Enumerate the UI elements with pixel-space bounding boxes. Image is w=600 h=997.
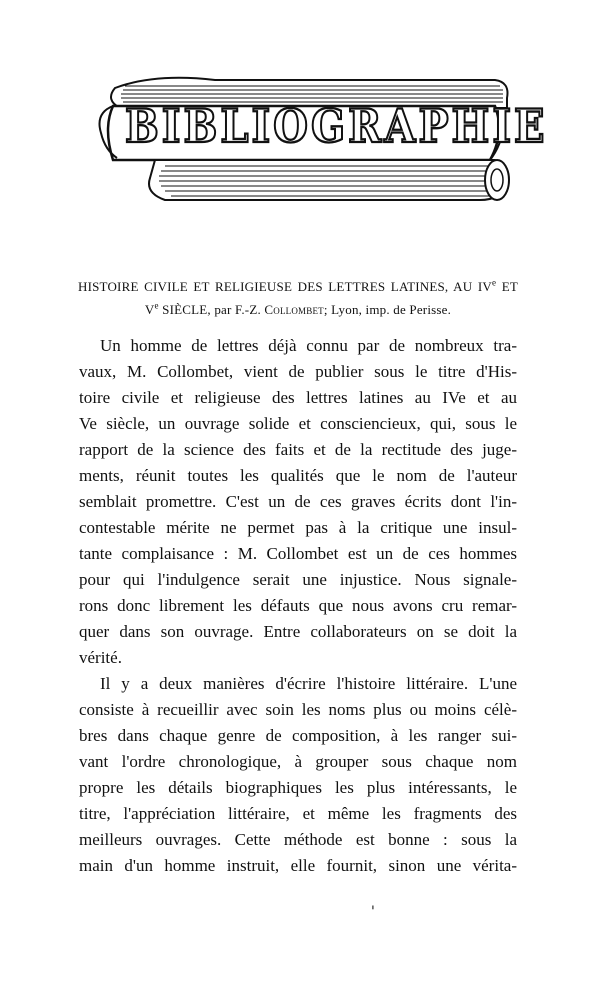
body-line: propre les détails biographiques les plus intéressants, le <box>79 778 517 797</box>
article-heading-line-2 <box>78 298 518 321</box>
body-line: Il y a deux manières d'écrire l'histoire littéraire. L'une <box>100 674 517 693</box>
body-line: titre, l'appréciation littéraire, et même les fragments des <box>79 804 517 823</box>
heading-text: ET <box>496 279 519 294</box>
body-line: quer dans son ouvrage. Entre collaborateurs on se doit la <box>79 622 517 641</box>
heading-text: HISTOIRE CIVILE ET RELIGIEUSE DES LETTRES LATINES, AU IV <box>78 279 492 294</box>
body-line: rapport de la science des faits et de la rectitude des juge- <box>79 440 517 459</box>
body-line: Ve siècle, un ouvrage solide et consciencieux, qui, sous le <box>79 414 517 433</box>
body-line: toire civile et religieuse des lettres latines au IVe et au <box>79 388 517 407</box>
page-mark: ' <box>371 904 375 920</box>
body-line: main d'un homme instruit, elle fournit, sinon une vérita- <box>79 856 517 875</box>
body-line: ments, réunit toutes les qualités que le nom de l'auteur <box>79 466 517 485</box>
body-line: semblait promettre. C'est un de ces graves écrits dont l'in- <box>79 492 517 511</box>
heading-text: SIÈCLE, par F.-Z. <box>158 302 265 317</box>
body-line: contestable mérite ne permet pas à la critique une insul- <box>79 518 517 537</box>
body-line: pour qui l'indulgence serait une injustice. Nous signale- <box>79 570 517 589</box>
body-line: tante complaisance : M. Collombet est un de ces hommes <box>79 544 517 563</box>
body-line: bres dans chaque genre de composition, à les ranger sui- <box>79 726 517 745</box>
body-line: rons donc librement les défauts que nous avons cru remar- <box>79 596 517 615</box>
article-heading-line-1 <box>78 275 518 298</box>
body-line: meilleurs ouvrages. Cette méthode est bonne : sous la <box>79 830 517 849</box>
heading-text: V <box>144 302 155 317</box>
heading-text: ; Lyon, imp. de Perisse. <box>323 302 452 317</box>
heading-author: Collombet <box>264 302 324 317</box>
banner-title: BIBLIOGRAPHIE <box>125 99 548 154</box>
heading-superscript: e <box>492 277 497 288</box>
body-line: vérité. <box>79 648 122 667</box>
body-line: consiste à recueillir avec soin les noms plus ou moins célè- <box>79 700 517 719</box>
body-line: Un homme de lettres déjà connu par de nombreux tra- <box>100 336 517 355</box>
body-line: vant l'ordre chronologique, à grouper sous chaque nom <box>79 752 517 771</box>
body-line: vaux, M. Collombet, vient de publier sous le titre d'His- <box>79 362 517 381</box>
heading-superscript: e <box>154 300 159 311</box>
